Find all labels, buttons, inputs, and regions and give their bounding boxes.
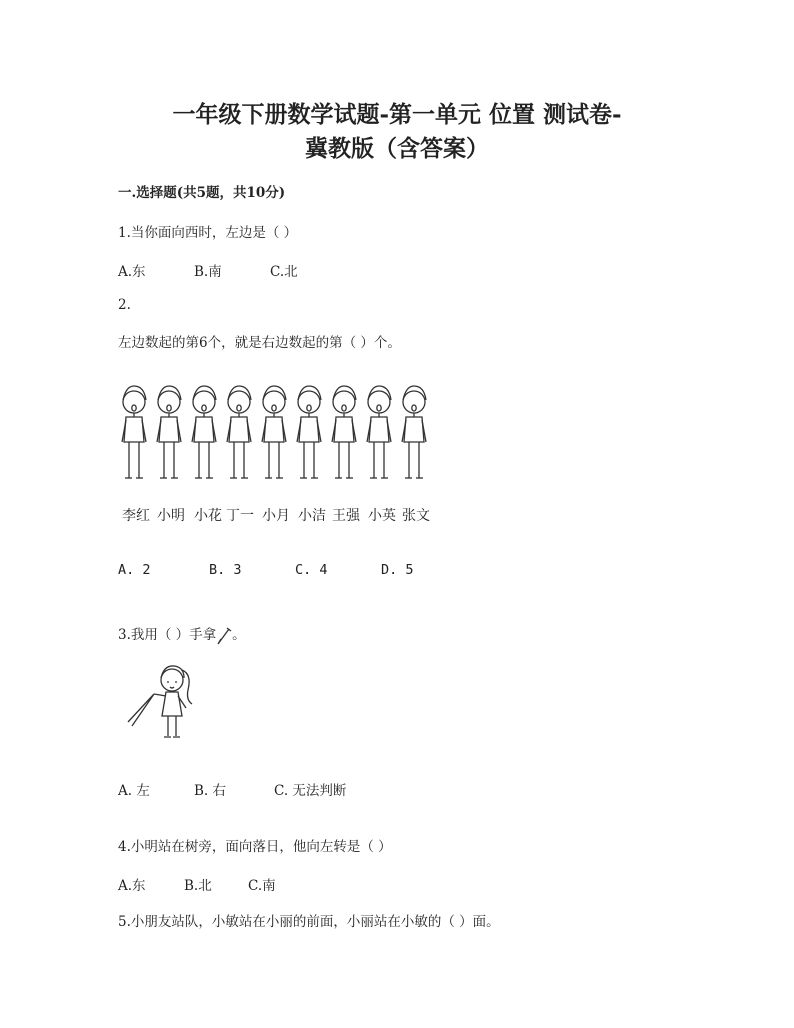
q3-option-c: C. 无法判断 <box>274 783 347 799</box>
child-name: 小花 <box>194 508 222 524</box>
q3-option-a: A. 左 <box>118 783 150 799</box>
document-title-line1: 一年级下册数学试题-第一单元 位置 测试卷- <box>172 101 622 128</box>
question-4-text: 4.小明站在树旁，面向落日，他向左转是（ ） <box>118 839 392 855</box>
question-5-text: 5.小朋友站队，小敏站在小丽的前面，小丽站在小敏的（ ）面。 <box>118 914 500 930</box>
q1-option-c: C.北 <box>270 264 298 280</box>
q3-option-b: B. 右 <box>194 783 227 799</box>
child-name: 张文 <box>402 508 430 524</box>
q1-option-b: B.南 <box>194 264 222 280</box>
question-3-text <box>118 623 246 645</box>
question-2-number: 2. <box>118 297 131 313</box>
q2-option-d: D. 5 <box>381 562 414 578</box>
child-name: 丁一 <box>226 508 254 524</box>
question-2-text: 左边数起的第6个，就是右边数起的第（ ）个。 <box>118 335 401 351</box>
q4-option-a: A.东 <box>118 878 146 894</box>
document-title-line2: 冀教版（含答案） <box>305 135 489 162</box>
pen-icon <box>216 627 232 645</box>
q1-option-a: A.东 <box>118 264 146 280</box>
q2-option-a: A. 2 <box>118 562 151 578</box>
child-name: 王强 <box>332 508 360 524</box>
question-3-text-before: 3.我用（ ）手拿 <box>118 627 217 643</box>
q4-option-b: B.北 <box>184 878 212 894</box>
children-lineup-illustration <box>118 380 438 500</box>
girl-with-pen-illustration <box>122 660 202 742</box>
question-1-text: 1.当你面向西时，左边是（ ） <box>118 225 298 241</box>
child-name: 小洁 <box>298 508 326 524</box>
child-name: 小明 <box>157 508 185 524</box>
child-name: 小英 <box>368 508 396 524</box>
q2-option-b: B. 3 <box>209 562 242 578</box>
child-name: 李红 <box>122 508 150 524</box>
question-3-text-after: 。 <box>232 627 246 643</box>
section-heading: 一.选择题(共5题，共10分) <box>118 185 286 201</box>
q2-option-c: C. 4 <box>295 562 328 578</box>
child-name: 小月 <box>262 508 290 524</box>
q4-option-c: C.南 <box>248 878 276 894</box>
